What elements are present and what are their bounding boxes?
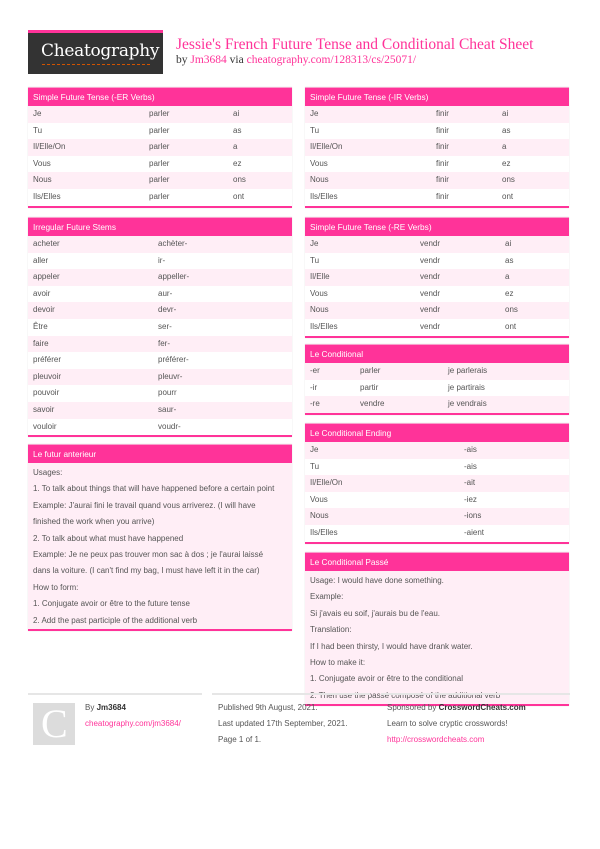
section-conditional <box>305 344 569 415</box>
table-row <box>28 189 292 206</box>
text-line: 1. To talk about things that will have happened before a certain point <box>33 484 275 494</box>
table-cell: -iez <box>464 494 477 504</box>
table-cell: Nous <box>310 175 329 185</box>
table-cell: Vous <box>33 158 51 168</box>
section-header: Le Conditional Passé <box>305 552 569 571</box>
table-cell: partir <box>360 382 379 392</box>
avatar[interactable] <box>33 703 75 745</box>
section-conditional-ending <box>305 423 569 544</box>
section-header: Simple Future Tense (-RE Verbs) <box>305 217 569 236</box>
text-line: Usages: <box>33 468 63 477</box>
table-cell: aller <box>33 255 49 265</box>
table-cell: Je <box>310 239 319 248</box>
table-cell: -aient <box>464 527 485 537</box>
text-line: 2. Then use the passé composé of the additional verb <box>310 690 501 700</box>
table-row <box>305 236 569 253</box>
table-cell: Ils/Elles <box>310 321 338 331</box>
table-cell: finir <box>436 142 449 152</box>
table-cell: Vous <box>310 158 328 168</box>
table-row <box>28 286 292 303</box>
table-cell: pleuvr- <box>158 371 183 381</box>
section-irregular-stems <box>28 217 292 437</box>
table-cell: ez <box>233 158 242 168</box>
footer-author-column <box>28 693 202 751</box>
table-row <box>28 269 292 286</box>
table-cell: vendr <box>420 255 441 265</box>
table-row <box>305 302 569 319</box>
cheatography-logo[interactable] <box>28 30 163 74</box>
table-row <box>305 123 569 140</box>
table-cell: Tu <box>310 461 320 471</box>
table-cell: -ions <box>464 511 482 521</box>
table-cell: ez <box>502 158 511 168</box>
table-cell: aur- <box>158 288 173 298</box>
table-row <box>305 189 569 206</box>
footer-sponsor-column <box>381 693 570 751</box>
table-cell: vendre <box>360 399 385 409</box>
table-cell: avoir <box>33 288 51 298</box>
table-cell: achèter- <box>158 239 188 248</box>
table-row <box>305 139 569 156</box>
table-cell: finir <box>436 175 449 185</box>
published-date: Published 9th August, 2021. <box>218 703 318 712</box>
table-cell: a <box>502 142 507 152</box>
table-cell: finir <box>436 109 449 118</box>
section-header: Irregular Future Stems <box>28 217 292 236</box>
text-line: Example: Je ne peux pas trouver mon sac à dos ; je l'aurai laissé <box>33 550 264 560</box>
section-conditional-passe <box>305 552 569 706</box>
table-cell: ont <box>505 321 517 331</box>
table-cell: ser- <box>158 321 172 331</box>
table-cell: Ils/Elles <box>310 527 338 537</box>
table-cell: parler <box>149 109 170 118</box>
table-row <box>305 459 569 476</box>
text-line: 1. Conjugate avoir or être to the conditional <box>310 674 463 684</box>
table-cell: ons <box>505 305 518 315</box>
table-row <box>305 475 569 492</box>
table-cell: -ais <box>464 445 477 454</box>
table-row <box>305 508 569 525</box>
table-cell: ai <box>233 109 240 118</box>
section-header: Le futur anterieur <box>28 444 292 463</box>
table-row <box>28 123 292 140</box>
text-line: Example: J'aurai fini le travail quand vous arriverez. (I will have <box>33 500 256 510</box>
table-row <box>305 172 569 189</box>
table-cell: as <box>233 125 242 135</box>
table-cell: saur- <box>158 404 177 414</box>
table-row <box>305 286 569 303</box>
table-row <box>305 442 569 459</box>
table-cell: Je <box>33 109 42 118</box>
section-header: Le Conditional <box>305 344 569 363</box>
table-row <box>305 380 569 397</box>
table-cell: Il/Elle/On <box>310 478 343 488</box>
table-cell: Tu <box>33 125 43 135</box>
table-cell: je parlerais <box>448 366 488 375</box>
table-cell: Je <box>310 445 319 454</box>
section-header: Simple Future Tense (-ER Verbs) <box>28 87 292 106</box>
table-cell: Tu <box>310 125 320 135</box>
table-cell: vendr <box>420 288 441 298</box>
text-line: finished the work when you arrive) <box>33 517 155 527</box>
table-cell: parler <box>149 191 170 201</box>
table-cell: ai <box>505 239 512 248</box>
table-cell: Ils/Elles <box>33 191 61 201</box>
table-cell: -ait <box>464 478 476 488</box>
footer-author-info <box>85 700 181 732</box>
table-cell: préférer <box>33 355 62 365</box>
text-line: 2. To talk about what must have happened <box>33 533 184 543</box>
table-row <box>305 253 569 270</box>
table-cell: Nous <box>310 511 329 521</box>
table-cell: a <box>505 272 510 282</box>
table-row <box>28 319 292 336</box>
table-cell: finir <box>436 191 449 201</box>
table-cell: ons <box>502 175 515 185</box>
table-row <box>28 402 292 419</box>
footer-dates <box>218 700 347 748</box>
table-cell: vendr <box>420 272 441 282</box>
table-row <box>305 106 569 123</box>
footer-author-link[interactable]: cheatography.com/jm3684/ <box>85 719 181 728</box>
sponsor-tagline: Learn to solve cryptic crosswords! <box>387 719 508 728</box>
table-cell: Il/Elle <box>310 272 330 282</box>
table-cell: finir <box>436 158 449 168</box>
table-cell: ir- <box>158 255 166 265</box>
table-cell: appeler <box>33 272 60 282</box>
table-row <box>28 336 292 353</box>
table-cell: Tu <box>310 255 320 265</box>
table-cell: acheter <box>33 239 60 248</box>
table-cell: parler <box>149 142 170 152</box>
table-cell: parler <box>360 366 381 375</box>
text-line: How to form: <box>33 582 79 592</box>
table-row <box>305 525 569 542</box>
table-cell: ons <box>233 175 246 185</box>
table-row <box>28 419 292 436</box>
sheet-url-link[interactable]: cheatography.com/128313/cs/25071/ <box>246 54 417 66</box>
by-label: By <box>85 703 95 712</box>
table-row <box>28 302 292 319</box>
page-count: Page 1 of 1. <box>218 735 262 744</box>
text-line: Si j'avais eu soif, j'aurais bu de l'eau. <box>310 608 440 618</box>
table-cell: Il/Elle/On <box>310 142 343 152</box>
table-row <box>305 319 569 336</box>
table-row <box>28 385 292 402</box>
table-row <box>28 236 292 253</box>
table-cell: je vendrais <box>448 399 487 409</box>
table-row <box>305 492 569 509</box>
table-cell: ont <box>502 191 514 201</box>
text-line: Usage: I would have done something. <box>310 576 444 585</box>
table-cell: voudr- <box>158 421 181 431</box>
page-title: Jessie's French Future Tense and Conditional Cheat Sheet <box>176 36 534 53</box>
footer-sponsor <box>387 700 526 748</box>
table-cell: pourr <box>158 388 177 398</box>
table-cell: -re <box>310 399 320 409</box>
section-header: Le Conditional Ending <box>305 423 569 442</box>
table-cell: ez <box>505 288 514 298</box>
table-row <box>28 156 292 173</box>
table-cell: Être <box>33 321 48 331</box>
table-cell: ai <box>502 109 509 118</box>
table-cell: Nous <box>310 305 329 315</box>
text-line: Translation: <box>310 625 352 635</box>
footer <box>28 693 570 753</box>
table-cell: vendr <box>420 239 441 248</box>
text-line: 1. Conjugate avoir or être to the future tense <box>33 599 190 609</box>
sponsored-label: Sponsored by <box>387 703 437 712</box>
footer-author-name[interactable]: Jm3684 <box>96 703 126 712</box>
section-ir-verbs <box>305 87 569 208</box>
table-cell: parler <box>149 175 170 185</box>
table-row <box>305 269 569 286</box>
table-cell: fer- <box>158 338 170 348</box>
table-row <box>305 156 569 173</box>
table-row <box>28 106 292 123</box>
footer-dates-column <box>212 693 370 751</box>
byline <box>176 54 416 66</box>
table-cell: vendr <box>420 305 441 315</box>
table-cell: parler <box>149 158 170 168</box>
avatar-letter: C <box>41 701 68 746</box>
table-cell: savoir <box>33 404 55 414</box>
table-cell: vouloir <box>33 421 57 431</box>
table-cell: finir <box>436 125 449 135</box>
table-cell: -er <box>310 366 320 375</box>
table-cell: pouvoir <box>33 388 60 398</box>
sponsor-link[interactable]: http://crosswordcheats.com <box>387 735 485 744</box>
table-cell: pleuvoir <box>33 371 62 381</box>
table-cell: ont <box>233 191 245 201</box>
table-cell: as <box>505 255 514 265</box>
table-cell: Nous <box>33 175 52 185</box>
text-line: Example: <box>310 592 344 602</box>
table-cell: parler <box>149 125 170 135</box>
table-cell: appeller- <box>158 272 190 282</box>
table-cell: Vous <box>310 288 328 298</box>
table-row <box>28 369 292 386</box>
table-cell: -ais <box>464 461 477 471</box>
logo-underline <box>42 63 150 65</box>
section-er-verbs <box>28 87 292 208</box>
section-futur-anterieur <box>28 444 292 631</box>
text-line: If I had been thirsty, I would have drank water. <box>310 641 473 651</box>
table-cell: devr- <box>158 305 177 315</box>
table-cell: -ir <box>310 382 318 392</box>
table-cell: vendr <box>420 321 441 331</box>
table-cell: je partirais <box>448 382 485 392</box>
table-row <box>28 253 292 270</box>
author-link[interactable]: Jm3684 <box>190 54 227 66</box>
table-cell: Ils/Elles <box>310 191 338 201</box>
table-cell: Je <box>310 109 319 118</box>
updated-date: Last updated 17th September, 2021. <box>218 719 348 728</box>
text-line: 2. Add the past participle of the additional verb <box>33 615 198 625</box>
table-cell: Vous <box>310 494 328 504</box>
table-cell: devoir <box>33 305 55 315</box>
section-header: Simple Future Tense (-IR Verbs) <box>305 87 569 106</box>
table-cell: a <box>233 142 238 152</box>
text-line: How to make it: <box>310 658 366 668</box>
table-row <box>28 172 292 189</box>
table-row <box>28 352 292 369</box>
table-row <box>28 139 292 156</box>
logo-text: Cheatography <box>41 41 160 61</box>
table-row <box>305 396 569 413</box>
sponsor-name[interactable]: CrosswordCheats.com <box>438 703 526 712</box>
via-label: via <box>229 54 244 66</box>
table-cell: préférer- <box>158 355 189 365</box>
table-cell: Il/Elle/On <box>33 142 66 152</box>
text-line: dans la voiture. (I can't find my bag, I must have left it in the car) <box>33 566 260 576</box>
section-re-verbs <box>305 217 569 338</box>
table-row <box>305 363 569 380</box>
table-cell: as <box>502 125 511 135</box>
table-cell: faire <box>33 338 49 348</box>
by-label: by <box>176 54 188 66</box>
